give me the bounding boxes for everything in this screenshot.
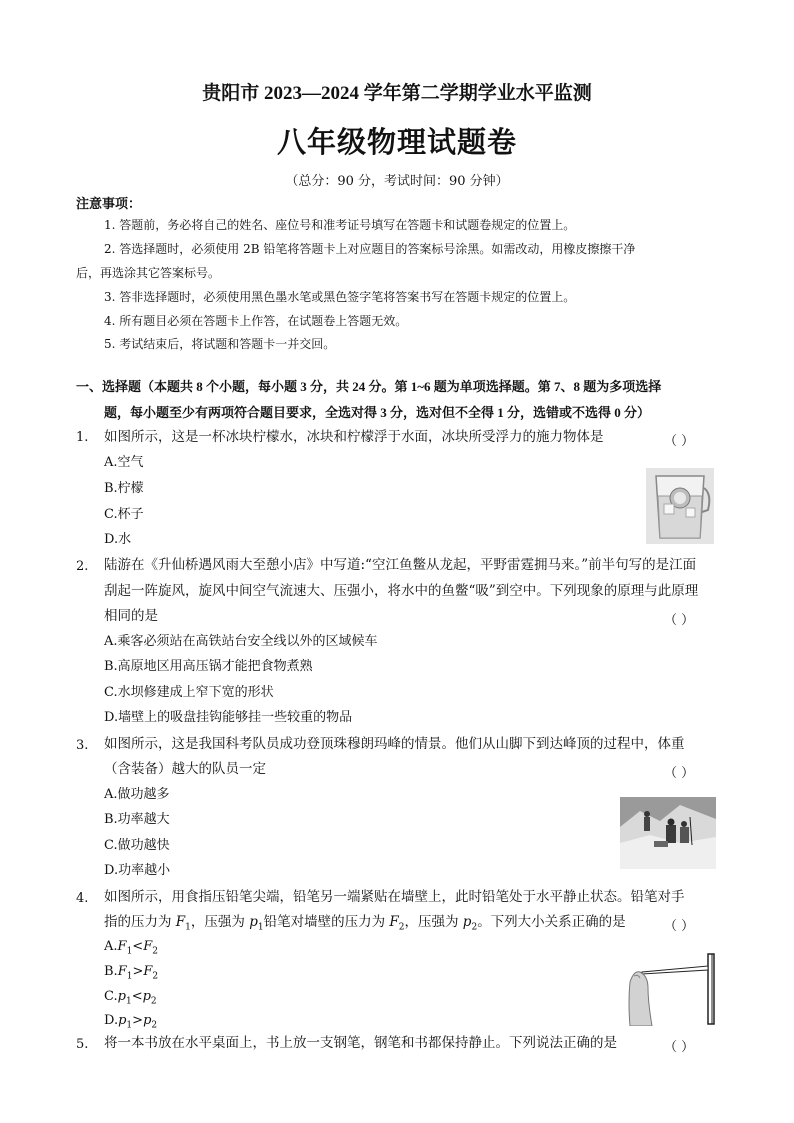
question-text: 相同的是 [104, 608, 158, 624]
text-fragment: 。下列大小关系正确的是 [477, 914, 626, 930]
option-d: D.水 [104, 532, 132, 547]
var-p: p [249, 914, 258, 930]
option-c: C.做功越快 [104, 838, 170, 853]
question-number: 3. [76, 738, 89, 753]
exam-info: （总分：90 分，考试时间：90 分钟） [285, 174, 509, 189]
note-item: 2. 答选择题时，必须使用 2B 铅笔将答题卡上对应题目的答案标号涂黑。如需改动，用橡皮擦擦干净 [104, 242, 636, 256]
pencil-wall-diagram [626, 952, 718, 1026]
option-a: A.乘客必须站在高铁站台安全线以外的区域候车 [104, 634, 378, 649]
lemon-water-glass-image [646, 468, 714, 544]
subscript: 2 [151, 1020, 158, 1031]
option-letter: C. [104, 989, 118, 1004]
subscript: 2 [152, 971, 159, 982]
var: F [143, 964, 153, 979]
var: F [117, 964, 127, 979]
question-text: 如图所示，用食指压铅笔尖端，铅笔另一端紧贴在墙壁上，此时铅笔处于水平静止状态。铅笔对手 [104, 889, 685, 905]
subscript: 1 [126, 971, 133, 982]
answer-paren: （ ） [664, 919, 695, 934]
answer-paren: （ ） [664, 1040, 695, 1055]
question-text: 刮起一阵旋风，旋风中间空气流速大、压强小，将水中的鱼鳖“吸”到空中。下列现象的原理与此原理 [104, 583, 699, 599]
subscript: 2 [150, 996, 157, 1007]
subscript: 1 [126, 946, 133, 957]
text-fragment: ，压强为 [404, 914, 463, 930]
option-letter: D. [104, 1013, 119, 1028]
option-b: B.功率越大 [104, 812, 170, 827]
exam-subject: 八年级物理试题卷 [276, 127, 517, 159]
var-f: F [175, 914, 186, 930]
question-number: 2. [76, 559, 89, 574]
var-p: p [462, 914, 472, 930]
answer-paren: （ ） [664, 434, 695, 449]
note-item: 3. 答非选择题时，必须使用黑色墨水笔或黑色签字笔将答案书写在答题卡规定的位置上。 [104, 290, 576, 304]
question-text: 如图所示，这是一杯冰块柠檬水，冰块和柠檬浮于水面，冰块所受浮力的施力物体是 [104, 429, 604, 445]
text-fragment: 指的压力为 [104, 914, 176, 930]
notes-heading: 注意事项： [76, 197, 142, 212]
var: F [117, 939, 127, 954]
operator: > [132, 1013, 144, 1028]
option-c: C.杯子 [104, 507, 144, 522]
note-item: 4. 所有题目必须在答题卡上作答，在试题卷上答题无效。 [104, 314, 408, 328]
question-text: 如图所示，这是我国科考队员成功登顶珠穆朗玛峰的情景。他们从山脚下到达峰顶的过程中，体重 [104, 736, 685, 752]
question-text [104, 909, 626, 941]
var: p [118, 1013, 127, 1028]
option-letter: B. [104, 964, 118, 979]
operator: < [131, 989, 143, 1004]
var: F [143, 939, 153, 954]
note-item: 5. 考试结束后，将试题和答题卡一并交回。 [104, 337, 336, 351]
option-a: A.做功越多 [104, 787, 170, 802]
var-f: F [389, 914, 399, 930]
subscript: 1 [257, 922, 264, 933]
section-heading-line1: 一、选择题（本题共 8 个小题，每小题 3 分，共 24 分。第 1~6 题为单项选择题。第 7、8 题为多项选择 [76, 379, 662, 394]
option-d: D.墙壁上的吸盘挂钩能够挂一些较重的物品 [104, 710, 353, 725]
subscript: 1 [126, 1020, 133, 1031]
var: p [143, 1013, 152, 1028]
text-fragment: ，压强为 [190, 914, 250, 930]
question-number: 1. [76, 430, 89, 445]
operator: > [132, 964, 144, 979]
answer-paren: （ ） [664, 766, 695, 781]
exam-title: 贵阳市 2023—2024 学年第二学期学业水平监测 [202, 83, 592, 104]
subscript: 2 [398, 922, 405, 933]
note-item: 后，再选涂其它答案标号。 [76, 266, 221, 280]
question-text: 陆游在《升仙桥遇风雨大至憩小店》中写道:“空江鱼鳖从龙起，平野雷霆拥马来。”前半句写的是江面 [104, 557, 697, 573]
option-b: B.高原地区用高压锅才能把食物煮熟 [104, 659, 313, 674]
option-a: A.空气 [104, 455, 144, 470]
option-d: D.功率越小 [104, 863, 171, 878]
text-fragment: 铅笔对墙壁的压力为 [263, 914, 390, 930]
question-text: （含装备）越大的队员一定 [104, 761, 266, 777]
question-number: 4. [76, 891, 89, 906]
subscript: 2 [471, 922, 478, 933]
note-item: 1. 答题前，务必将自己的姓名、座位号和准考证号填写在答题卡和试题卷规定的位置上。 [104, 218, 576, 232]
question-text: 将一本书放在水平桌面上，书上放一支钢笔，钢笔和书都保持静止。下列说法正确的是 [104, 1035, 617, 1051]
question-number: 5. [76, 1037, 89, 1052]
answer-paren: （ ） [664, 613, 695, 628]
subscript: 2 [152, 946, 158, 957]
subscript: 1 [125, 996, 132, 1007]
option-c: C.水坝修建成上窄下宽的形状 [104, 685, 274, 700]
option-letter: A. [104, 939, 118, 954]
var: p [117, 989, 126, 1004]
option-b: B.柠檬 [104, 481, 144, 496]
section-heading-line2: 题，每小题至少有两项符合题目要求，全选对得 3 分，选对但不全得 1 分，选错或不选得 0 分） [104, 405, 651, 420]
operator: < [132, 939, 144, 954]
var: p [142, 989, 151, 1004]
everest-climbers-image [620, 797, 716, 869]
subscript: 1 [185, 922, 191, 933]
